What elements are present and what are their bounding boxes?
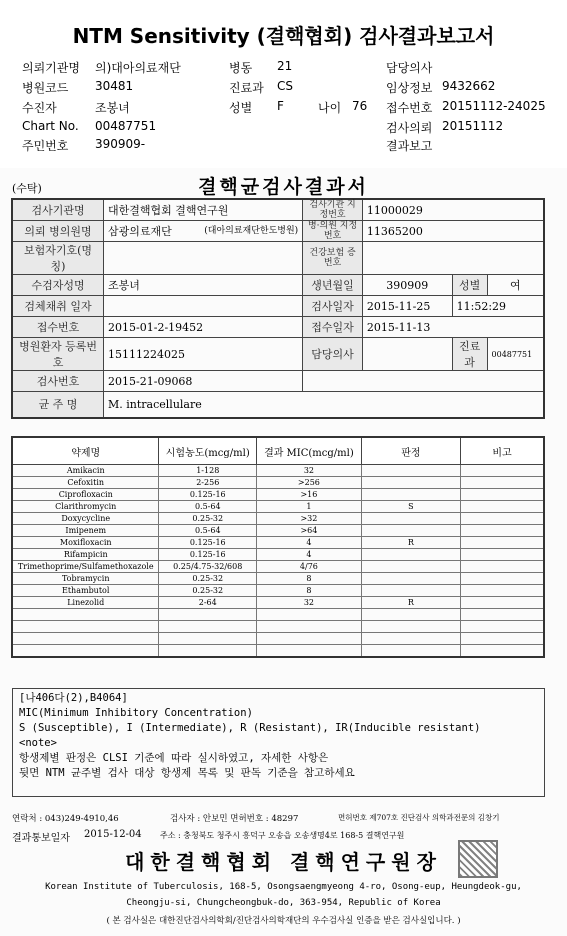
table-row: [12, 489, 544, 501]
hicard-label: 건강보험 증번호: [303, 242, 363, 275]
note-line: S (Susceptible), I (Intermediate), R (Resistant), IR(Inducible resistant): [19, 722, 481, 734]
interpretation: [361, 621, 460, 633]
empty-cell: [303, 371, 544, 392]
table-row: [12, 621, 544, 633]
field-label-request: 검사의뢰: [386, 121, 433, 135]
species-value: M. intracellulare: [104, 392, 544, 418]
mic-value: 32: [257, 597, 362, 609]
remark: [461, 501, 544, 513]
field-value-clinical: 9432662: [442, 79, 496, 93]
desig-value: 11000029: [362, 199, 544, 221]
field-value-hospcode: 30481: [95, 79, 134, 93]
drug-name: Trimethoprime/Sulfamethoxazole: [12, 561, 159, 573]
test-range: 0.125-16: [159, 549, 257, 561]
interpretation: S: [361, 501, 460, 513]
susceptibility-table: [11, 436, 545, 658]
test-range: [159, 609, 257, 621]
field-label-result: 결과보고: [386, 139, 433, 153]
dept-value: 00487751: [487, 338, 544, 371]
dept-label: 진료과: [452, 338, 487, 371]
notes-box: [12, 688, 545, 797]
remark: [461, 621, 544, 633]
interpretation: [361, 609, 460, 621]
interpretation: [361, 477, 460, 489]
certification-note: ( 본 검사실은 대한진단검사의학회/진단검사의학재단의 우수검사실 인증을 받은 검사실입니다. ): [106, 916, 461, 926]
dob-label: 생년월일: [303, 275, 363, 296]
drug-name: Rifampicin: [12, 549, 159, 561]
interpretation: [361, 489, 460, 501]
interpretation: [361, 549, 460, 561]
interpretation: [361, 513, 460, 525]
species-label: 균 주 명: [12, 392, 104, 418]
official-seal: [458, 840, 498, 878]
institution-name: 대한결핵협회 결핵연구원장: [125, 850, 442, 874]
field-label-chart: Chart No.: [22, 119, 79, 133]
table-row: [12, 561, 544, 573]
desig-label: 검사기관 지정번호: [303, 199, 363, 221]
license: 면허번호 제707호 진단검사 의학과전문의 김창기: [338, 813, 500, 822]
hosp-value: 삼광의료재단: [108, 225, 172, 238]
remark: [461, 585, 544, 597]
remark: [461, 633, 544, 645]
address: 주소 : 충청북도 청주시 흥덕구 오송읍 오송생명4로 168-5 결핵연구원: [160, 831, 405, 840]
test-range: [159, 621, 257, 633]
table-row: [12, 537, 544, 549]
field-value-sex: F: [277, 99, 284, 113]
interpretation: R: [361, 537, 460, 549]
field-value-patient: 조봉녀: [95, 101, 130, 115]
table-row: [12, 465, 544, 477]
dob-value: 390909: [362, 275, 452, 296]
remark: [461, 489, 544, 501]
collect-label: 검체채취 일자: [12, 296, 104, 317]
field-label-age: 나이: [318, 101, 342, 115]
drug-name: Ethambutol: [12, 585, 159, 597]
mic-value: >64: [257, 525, 362, 537]
test-range: 0.25-32: [159, 573, 257, 585]
remark: [461, 477, 544, 489]
interpretation: R: [361, 597, 460, 609]
table-row: [12, 609, 544, 621]
ins-value: [104, 242, 303, 275]
drug-name: [12, 609, 159, 621]
testno-value: 2015-21-09068: [104, 371, 303, 392]
mic-value: >256: [257, 477, 362, 489]
table-row: [12, 573, 544, 585]
field-value-request: 20151112: [442, 119, 504, 133]
col-drug: 약제명: [12, 437, 159, 465]
mic-value: [257, 609, 362, 621]
test-range: [159, 645, 257, 658]
mic-value: 4: [257, 537, 362, 549]
mic-value: [257, 645, 362, 658]
mic-value: >16: [257, 489, 362, 501]
table-row: [12, 597, 544, 609]
field-value-accession: 20151112-24025: [442, 99, 546, 113]
table-row: [12, 549, 544, 561]
note-line: 항생제별 판정은 CLSI 기준에 따라 실시하였고, 자세한 사항은: [19, 752, 329, 764]
test-range: 0.25-32: [159, 513, 257, 525]
remark: [461, 537, 544, 549]
col-range: 시험농도(mcg/ml): [159, 437, 257, 465]
drug-name: Ciprofloxacin: [12, 489, 159, 501]
recdate-label: 접수일자: [303, 317, 363, 338]
field-label-rrn: 주민번호: [22, 139, 69, 153]
field-value-age: 76: [352, 99, 368, 113]
field-label-sex: 성별: [229, 101, 253, 115]
testdate-value: 2015-11-25: [362, 296, 452, 317]
sex-label: 성별: [452, 275, 487, 296]
note-line: <note>: [19, 737, 57, 749]
drug-name: Moxifloxacin: [12, 537, 159, 549]
mic-value: [257, 633, 362, 645]
field-label-ward: 병동: [229, 61, 253, 75]
interpretation: [361, 465, 460, 477]
table-row: [12, 585, 544, 597]
remark: [461, 645, 544, 658]
address-en-1: Korean Institute of Tuberculosis, 168-5, Osongsaengmyeong 4-ro, Osong-eup, Heungdeok-gu,: [45, 882, 522, 892]
drug-name: Linezolid: [12, 597, 159, 609]
sex-value: 여: [487, 275, 544, 296]
field-label-patient: 수진자: [22, 101, 57, 115]
testdate-label: 검사일자: [303, 296, 363, 317]
field-label-org: 의뢰기관명: [22, 61, 80, 75]
drug-name: [12, 621, 159, 633]
consignment-mark: (수탁): [12, 182, 42, 195]
remark: [461, 561, 544, 573]
interpretation: [361, 645, 460, 658]
hosp-label: 의뢰 병의원명: [12, 221, 104, 242]
drug-name: Amikacin: [12, 465, 159, 477]
table-row: [12, 513, 544, 525]
table-row: [12, 645, 544, 658]
note-line: MIC(Minimum Inhibitory Concentration): [19, 707, 253, 719]
col-remark: 비고: [461, 437, 544, 465]
field-label-doctor: 담당의사: [386, 61, 433, 75]
doctor-value: [362, 338, 452, 371]
remark: [461, 513, 544, 525]
testno-label: 검사번호: [12, 371, 104, 392]
drug-name: Tobramycin: [12, 573, 159, 585]
field-value-org: 의)대아의료재단: [95, 61, 181, 75]
drug-name: Imipenem: [12, 525, 159, 537]
patient-label: 수검자성명: [12, 275, 104, 296]
interpretation: [361, 633, 460, 645]
hicard-value: [362, 242, 544, 275]
test-range: 0.25-32: [159, 585, 257, 597]
test-range: 0.5-64: [159, 525, 257, 537]
field-label-clinical: 임상정보: [386, 81, 433, 95]
mic-value: [257, 621, 362, 633]
mic-value: 8: [257, 573, 362, 585]
tester: 검사자 : 안보민 면허번호 : 48297: [170, 814, 299, 824]
testtime-value: 11:52:29: [452, 296, 544, 317]
field-value-rrn: 390909-: [95, 137, 146, 151]
drug-name: [12, 645, 159, 658]
field-label-hospcode: 병원코드: [22, 81, 69, 95]
mic-value: >32: [257, 513, 362, 525]
doctor-label: 담당의사: [303, 338, 363, 371]
hreg-value: 15111224025: [104, 338, 303, 371]
hosp-cell: [104, 221, 303, 242]
table-row: [12, 501, 544, 513]
hospdesig-value: 11365200: [362, 221, 544, 242]
drug-name: Doxycycline: [12, 513, 159, 525]
org-label: 검사기관명: [12, 199, 104, 221]
test-range: 0.5-64: [159, 501, 257, 513]
interpretation: [361, 561, 460, 573]
remark: [461, 465, 544, 477]
remark: [461, 525, 544, 537]
report-date: 2015-12-04: [84, 829, 142, 840]
report-date-label: 결과통보일자: [12, 833, 70, 844]
document-title: 결핵균검사결과서: [198, 176, 369, 198]
ins-label: 보험자기호(명칭): [12, 242, 104, 275]
test-range: 2-64: [159, 597, 257, 609]
remark: [461, 597, 544, 609]
field-value-ward: 21: [277, 59, 293, 73]
test-range: 0.25/4.75-32/608: [159, 561, 257, 573]
interpretation: [361, 585, 460, 597]
field-value-chart: 00487751: [95, 119, 157, 133]
org-value: 대한결핵협회 결핵연구원: [104, 199, 303, 221]
address-en-2: Cheongju-si, Chungcheongbuk-do, 363-954, Republic of Korea: [126, 898, 441, 908]
recno-label: 접수번호: [12, 317, 104, 338]
hreg-label: 병원환자 등록번호: [12, 338, 104, 371]
hospdesig-label: 병·의원 지정번호: [303, 221, 363, 242]
recno-value: 2015-01-2-19452: [104, 317, 303, 338]
test-range: 1-128: [159, 465, 257, 477]
note-line: [나406다(2),B4064]: [19, 692, 128, 704]
field-label-dept: 진료과: [229, 81, 264, 95]
table-row: [12, 525, 544, 537]
recdate-value: 2015-11-13: [362, 317, 544, 338]
mic-value: 32: [257, 465, 362, 477]
col-mic: 결과 MIC(mcg/ml): [257, 437, 362, 465]
patient-info-table: [11, 198, 545, 419]
remark: [461, 609, 544, 621]
hosp-note: (대아의료재단한도병원): [204, 226, 299, 236]
mic-value: 1: [257, 501, 362, 513]
collect-value: [104, 296, 303, 317]
test-range: 0.125-16: [159, 537, 257, 549]
table-row: [12, 477, 544, 489]
test-range: 0.125-16: [159, 489, 257, 501]
mic-value: 4/76: [257, 561, 362, 573]
test-range: 2-256: [159, 477, 257, 489]
report-title: NTM Sensitivity (결핵협회) 검사결과보고서: [72, 24, 495, 48]
table-row: [12, 633, 544, 645]
remark: [461, 573, 544, 585]
field-value-dept: CS: [277, 79, 293, 93]
drug-name: [12, 633, 159, 645]
patient-value: 조봉녀: [104, 275, 303, 296]
contact: 연락처 : 043)249-4910,46: [12, 814, 119, 824]
interpretation: [361, 525, 460, 537]
test-range: [159, 633, 257, 645]
mic-value: 8: [257, 585, 362, 597]
remark: [461, 549, 544, 561]
field-label-accession: 접수번호: [386, 101, 433, 115]
interpretation: [361, 573, 460, 585]
mic-value: 4: [257, 549, 362, 561]
drug-name: Cefoxitin: [12, 477, 159, 489]
col-interp: 판정: [361, 437, 460, 465]
note-line: 뒷면 NTM 균주별 검사 대상 항생제 목록 및 판독 기준을 참고하세요: [19, 767, 355, 779]
drug-name: Clarithromycin: [12, 501, 159, 513]
